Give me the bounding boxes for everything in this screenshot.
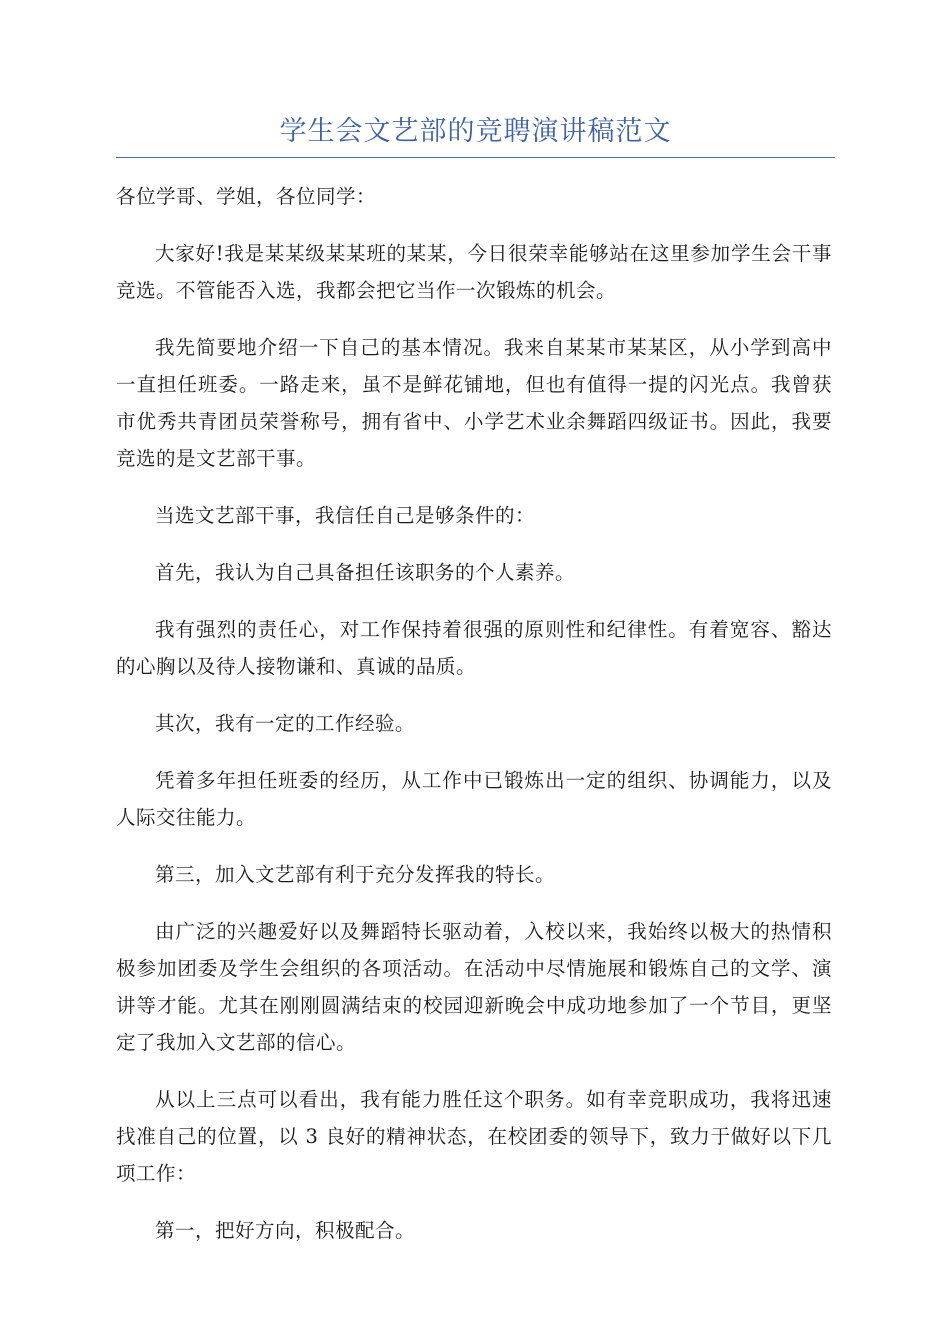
body-paragraph: 第三，加入文艺部有利于充分发挥我的特长。	[155, 863, 556, 886]
body-paragraph: 我先简要地介绍一下自己的基本情况。我来自某某市某某区，从小学到高中一直担任班委。一路走来，虽不是鲜花铺地，但也有值得一提的闪光点。我曾获市优秀共青团员荣誉称号，拥有省中、小学艺术业余舞蹈四级证书。因此，我要竞选的是文艺部干事。	[116, 336, 832, 470]
body-paragraph: 首先，我认为自己具备担任该职务的个人素养。	[155, 561, 576, 584]
title-block	[116, 112, 835, 158]
page-title: 学生会文艺部的竞聘演讲稿范文	[279, 116, 672, 147]
body-paragraph: 我有强烈的责任心，对工作保持着很强的原则性和纪律性。有着宽容、豁达的心胸以及待人接物谦和、真诚的品质。	[116, 618, 832, 678]
body-paragraph: 由广泛的兴趣爱好以及舞蹈特长驱动着，入校以来，我始终以极大的热情积极参加团委及学生会组织的各项活动。在活动中尽情施展和锻炼自己的文学、演讲等才能。尤其在刚刚圆满结束的校园迎新晚会中成功地参加了一个节目，更坚定了我加入文艺部的信心。	[116, 920, 832, 1054]
body-paragraph: 当选文艺部干事，我信任自己是够条件的：	[155, 504, 536, 527]
body-paragraph: 第一，把好方向，积极配合。	[155, 1219, 416, 1242]
document-body	[116, 178, 832, 1269]
body-paragraph: 从以上三点可以看出，我有能力胜任这个职务。如有幸竞职成功，我将迅速找准自己的位置，以 3 良好的精神状态，在校团委的领导下，致力于做好以下几项工作：	[116, 1088, 832, 1185]
body-paragraph: 大家好!我是某某级某某班的某某，今日很荣幸能够站在这里参加学生会干事竞选。不管能否入选，我都会把它当作一次锻炼的机会。	[116, 242, 832, 302]
body-paragraph: 凭着多年担任班委的经历，从工作中已锻炼出一定的组织、协调能力，以及人际交往能力。	[116, 769, 832, 829]
greeting-paragraph: 各位学哥、学姐，各位同学：	[116, 185, 377, 208]
body-paragraph: 其次，我有一定的工作经验。	[155, 712, 416, 735]
